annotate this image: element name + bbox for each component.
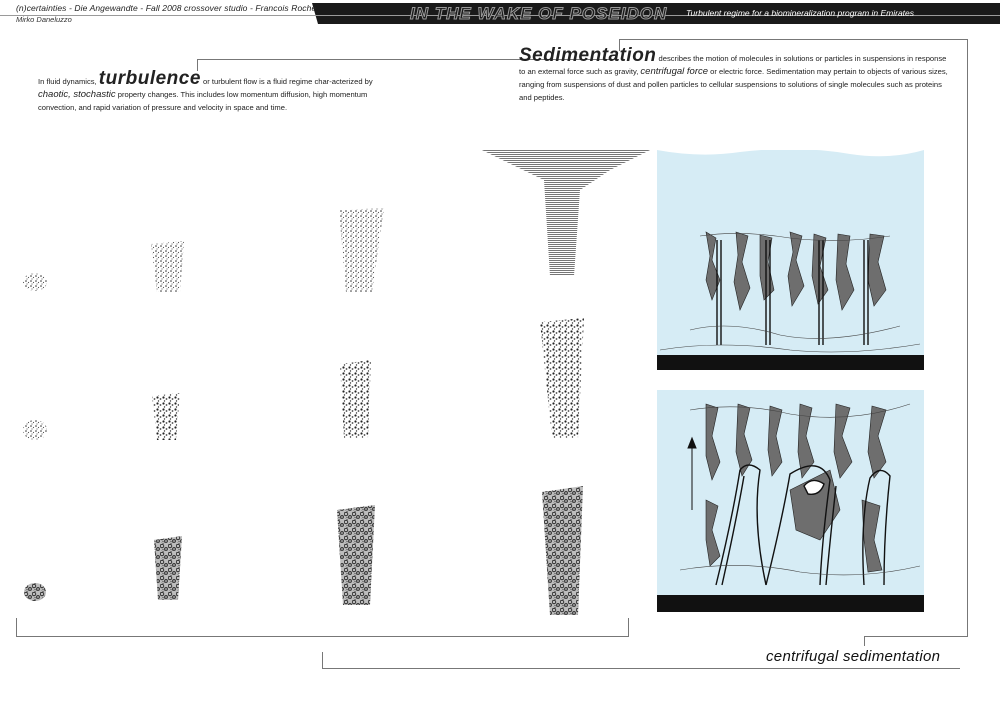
course-credit: (n)certainties - Die Angewandte - Fall 2008 crossover studio - Francois Roche (16, 3, 317, 13)
turbulence-study-row-3 (24, 486, 583, 615)
author-name: Mirko Daneluzzo (16, 15, 72, 24)
sedimentation-text-rest: or electric force. Sedimentation may pertain to objects of various sizes, ranging from suspensions of dust and pollen particles to cellular suspensions to solutions of single molecules such as proteins and peptides. (519, 67, 948, 102)
turbulence-study-row-2 (23, 318, 584, 440)
sedimentation-italic: centrifugal force (640, 66, 709, 77)
page-title: IN THE WAKE OF POSEIDON (410, 4, 668, 23)
sedimentation-keyword: Sedimentation (519, 45, 657, 66)
page-subtitle: Turbulent regime for a biomineralization program in Emirates (686, 8, 915, 18)
turbulence-text-rest: property changes. This includes low momentum diffusion, high momentum convection, and rapid variation of pressure and velocity in space and time. (38, 90, 368, 112)
caption-centrifugal-sedimentation: centrifugal sedimentation (766, 648, 941, 665)
turbulence-text-pre: In fluid dynamics, (38, 77, 99, 86)
turbulence-keyword: turbulence (98, 68, 201, 89)
turbulence-text-mid: or turbulent flow is a fluid regime char-acterized by (200, 77, 373, 86)
sedimentation-diagram-bottom (657, 390, 924, 612)
turbulence-study-row-1 (23, 150, 650, 292)
turbulence-italic: chaotic, stochastic (38, 89, 116, 100)
sedimentation-diagram-top (657, 149, 924, 370)
sedimentation-text-mid: describes the motion of molecules in solutions or particles in suspensions in response to an external force such as gravity, (519, 54, 947, 76)
